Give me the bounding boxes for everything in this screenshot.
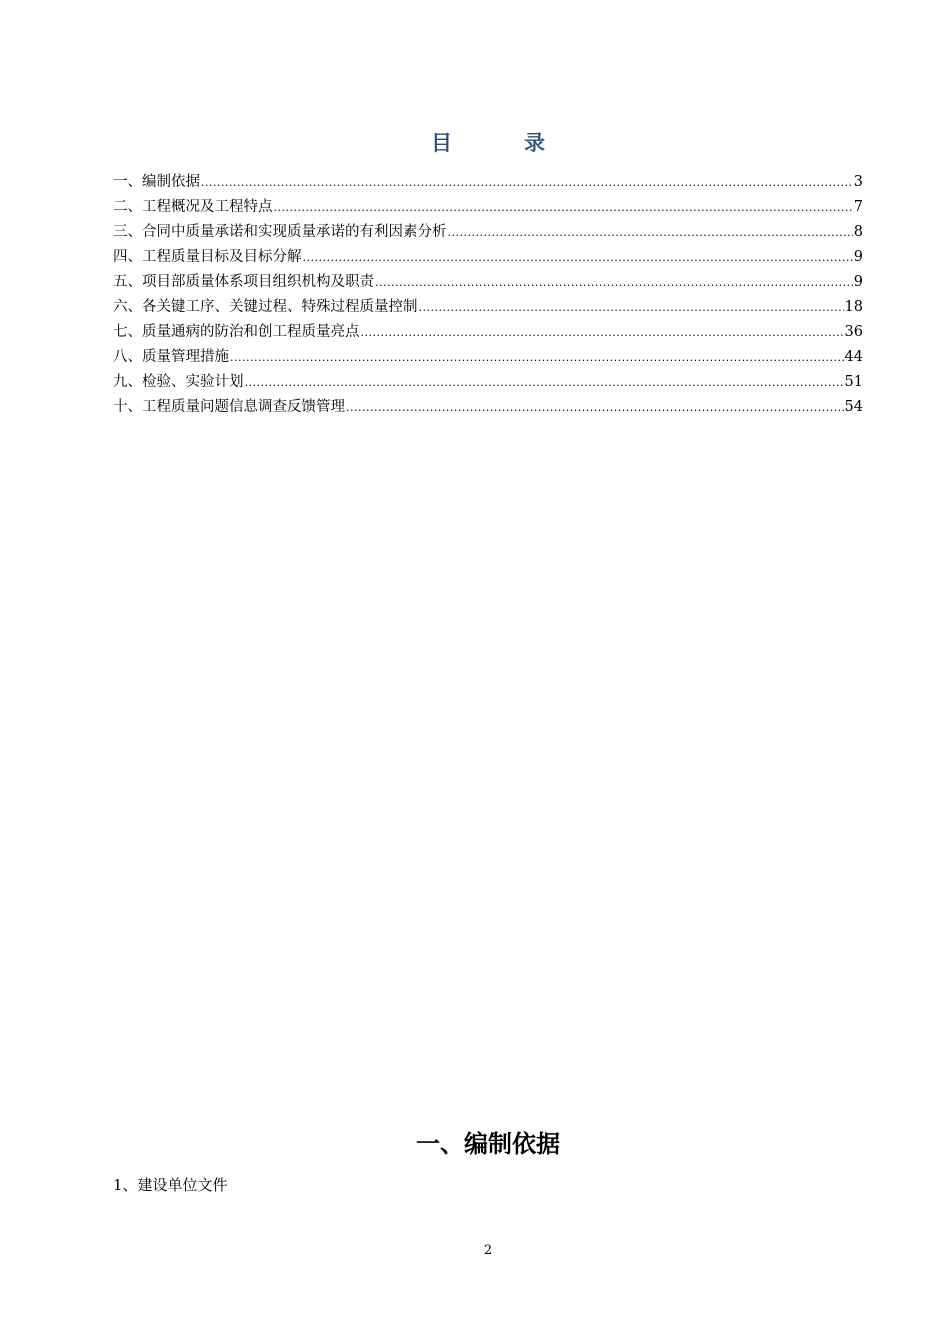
toc-entry-label: 四、工程质量目标及目标分解 — [113, 249, 302, 265]
toc-entry[interactable] — [113, 245, 863, 270]
toc-entry[interactable] — [113, 345, 863, 370]
toc-title-char-1: 目 — [431, 131, 452, 155]
toc-entry-label: 九、检验、实验计划 — [113, 374, 244, 390]
toc-entry-page: 3 — [853, 174, 863, 190]
toc-dot-leader — [346, 395, 844, 420]
toc-title-char-2: 录 — [524, 131, 545, 155]
toc-dot-leader — [419, 295, 844, 320]
toc-entry-label: 二、工程概况及工程特点 — [113, 199, 273, 215]
toc-entry-label: 八、质量管理措施 — [113, 349, 229, 365]
toc-dot-leader — [230, 345, 844, 370]
toc-entry-page: 36 — [844, 324, 863, 340]
toc-entry-label: 五、项目部质量体系项目组织机构及职责 — [113, 274, 374, 290]
toc-entry-label: 一、编制依据 — [113, 174, 200, 190]
toc-entry-label: 三、合同中质量承诺和实现质量承诺的有利因素分析 — [113, 224, 447, 240]
toc-entry-page: 7 — [853, 199, 863, 215]
toc-entry[interactable] — [113, 220, 863, 245]
toc-entry-page: 18 — [844, 299, 863, 315]
toc-entry[interactable] — [113, 195, 863, 220]
toc-dot-leader — [303, 245, 853, 270]
toc-dot-leader — [274, 195, 853, 220]
toc-entry-label: 十、工程质量问题信息调查反馈管理 — [113, 399, 345, 415]
page-number: 2 — [483, 1243, 493, 1258]
toc-entry-page: 9 — [853, 274, 863, 290]
toc-dot-leader — [375, 270, 853, 295]
section-heading: 一、编制依据 — [416, 1130, 560, 1158]
table-of-contents — [113, 170, 863, 420]
toc-dot-leader — [361, 320, 844, 345]
toc-title — [0, 127, 950, 157]
toc-entry-page: 54 — [844, 399, 863, 415]
toc-entry[interactable] — [113, 370, 863, 395]
sub-heading: 1、建设单位文件 — [113, 1176, 228, 1194]
toc-entry-label: 七、质量通病的防治和创工程质量亮点 — [113, 324, 360, 340]
toc-entry[interactable] — [113, 170, 863, 195]
toc-dot-leader — [245, 370, 844, 395]
toc-entry-page: 44 — [844, 349, 863, 365]
toc-entry[interactable] — [113, 270, 863, 295]
toc-entry-page: 8 — [853, 224, 863, 240]
toc-entry-page: 9 — [853, 249, 863, 265]
toc-entry[interactable] — [113, 295, 863, 320]
toc-entry-page: 51 — [844, 374, 863, 390]
toc-entry[interactable] — [113, 395, 863, 420]
toc-entry-label: 六、各关键工序、关键过程、特殊过程质量控制 — [113, 299, 418, 315]
toc-entry[interactable] — [113, 320, 863, 345]
toc-dot-leader — [448, 220, 853, 245]
toc-dot-leader — [201, 170, 853, 195]
